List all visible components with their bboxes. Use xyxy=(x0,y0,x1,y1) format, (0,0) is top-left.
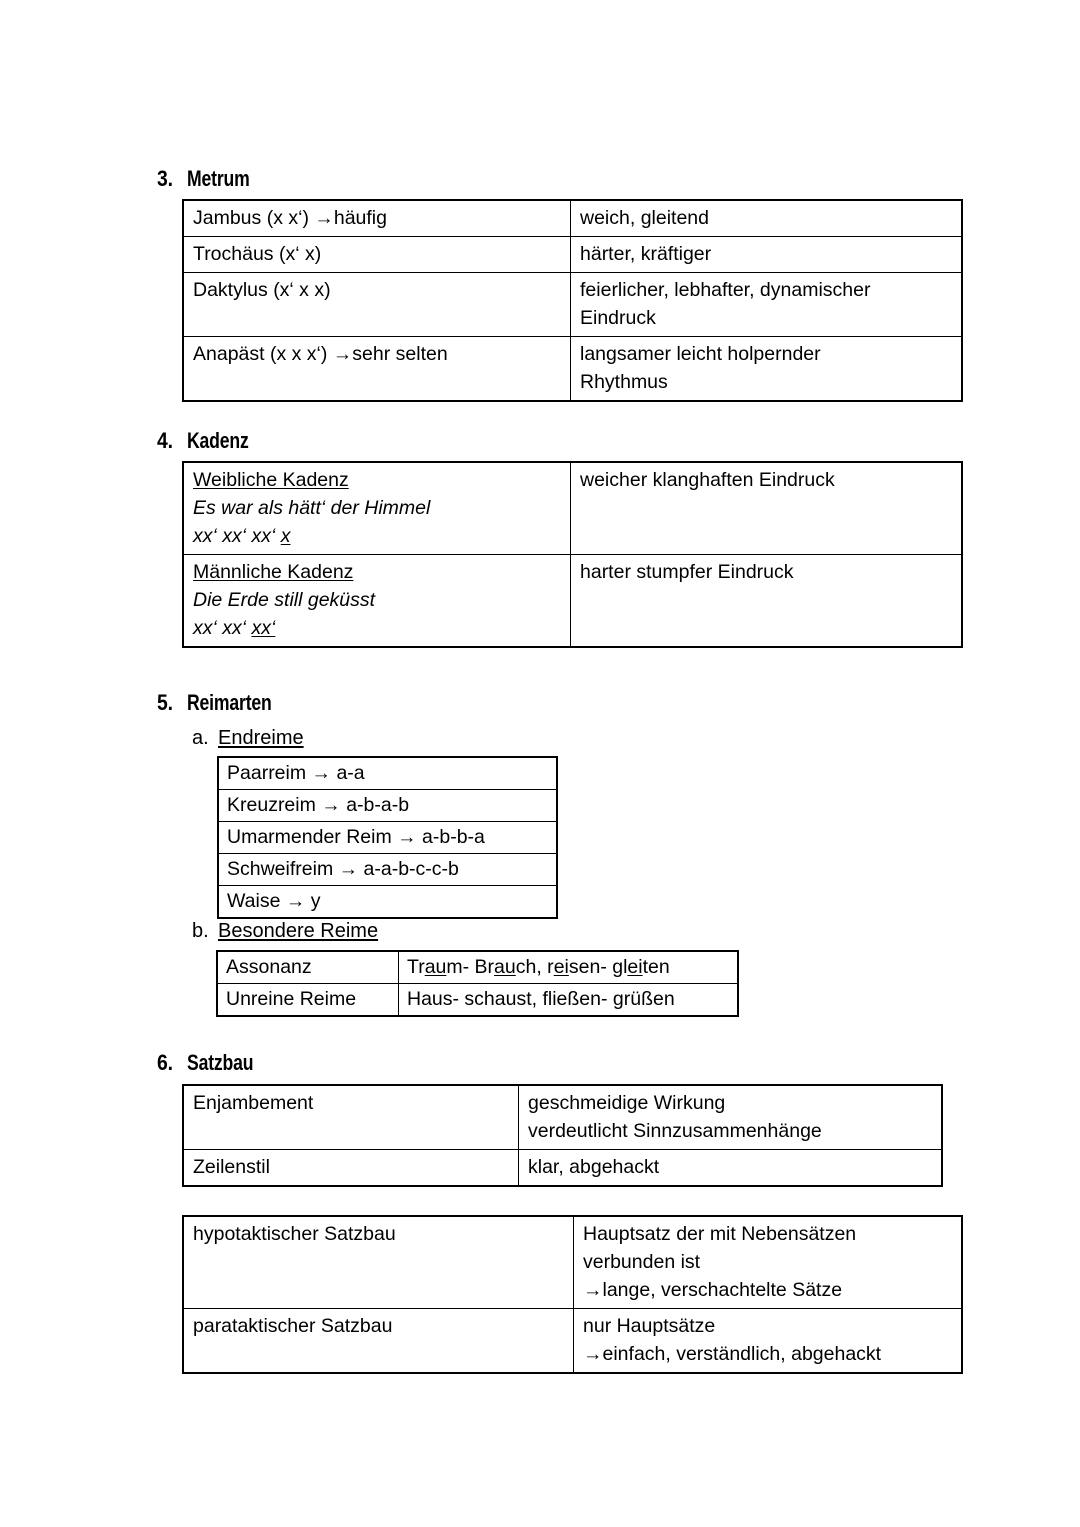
metrum-cell-left: Trochäus (x‘ x) xyxy=(184,237,571,273)
endreim-cell: Umarmender Reim → a-b-b-a xyxy=(219,822,557,854)
section-number: 3. xyxy=(157,166,173,191)
rhyme-text: sen- gl xyxy=(568,956,628,978)
endreim-cell: Paarreim → a-a xyxy=(219,758,557,790)
table-row xyxy=(219,758,557,790)
metrum-cell-left: Jambus (x x‘) →häufig xyxy=(184,201,571,237)
rhyme-text: Tr xyxy=(407,956,425,978)
table-row xyxy=(218,952,738,984)
subsection-letter: a. xyxy=(192,727,209,749)
kadenz-example: Die Erde still geküsst xyxy=(193,589,376,611)
satzbau-cell-right: geschmeidige Wirkung verdeutlicht Sinnzusammenhänge xyxy=(519,1086,942,1150)
table-row xyxy=(184,273,962,337)
metrum-cell-right: langsamer leicht holpernder Rhythmus xyxy=(571,337,962,401)
table-row xyxy=(184,1150,942,1186)
satzbau2-cell-right: nur Hauptsätze →einfach, verständlich, abgehackt xyxy=(574,1309,962,1373)
reim-example-text xyxy=(407,956,729,978)
subsection-letter: b. xyxy=(192,920,209,942)
table-row xyxy=(184,555,962,647)
reim-example-cell xyxy=(399,952,738,984)
subsection-label: Besondere Reime xyxy=(218,920,379,942)
rhyme-sound: ei xyxy=(627,956,643,978)
table-row xyxy=(184,1086,942,1150)
endreim-cell: Schweifreim → a-a-b-c-c-b xyxy=(219,854,557,886)
satzbau-cell-left: Enjambement xyxy=(184,1086,519,1150)
kadenz-pattern xyxy=(193,522,561,550)
satzbau2-cell-left: hypotaktischer Satzbau xyxy=(184,1217,574,1309)
reim-type-cell: Assonanz xyxy=(218,952,399,984)
rhyme-sound: ei xyxy=(553,956,569,978)
table-row xyxy=(184,463,962,555)
section-heading-metrum xyxy=(157,166,265,192)
table-row xyxy=(184,201,962,237)
kadenz-cell-right: weicher klanghaften Eindruck xyxy=(571,463,962,555)
table-row xyxy=(219,854,557,886)
reim-example-text xyxy=(407,988,729,1010)
section-number: 6. xyxy=(157,1050,173,1075)
endreim-cell: Waise → y xyxy=(219,886,557,918)
section-title: Metrum xyxy=(187,166,250,191)
rhyme-sound: au xyxy=(494,956,516,978)
kadenz-table xyxy=(183,462,962,647)
subsection-besondere-reime xyxy=(192,919,378,943)
section-heading-kadenz xyxy=(157,428,264,454)
rhyme-text: m- Br xyxy=(446,956,495,978)
satzbau2-cell-right: Hauptsatz der mit Nebensätzen verbunden ist →lange, verschachtelte Sätze xyxy=(574,1217,962,1309)
subsection-endreime xyxy=(192,726,304,750)
pattern-stressed: xx‘ xyxy=(251,617,276,639)
section-title: Reimarten xyxy=(187,690,272,715)
metrum-cell-right: härter, kräftiger xyxy=(571,237,962,273)
kadenz-cell-left xyxy=(184,463,571,555)
section-heading-satzbau xyxy=(157,1050,270,1076)
kadenz-term: Weibliche Kadenz xyxy=(193,469,349,491)
kadenz-cell-right: harter stumpfer Eindruck xyxy=(571,555,962,647)
endreime-table xyxy=(218,757,557,918)
table-row xyxy=(218,984,738,1016)
table-row xyxy=(219,822,557,854)
rhyme-text: ten xyxy=(642,956,670,978)
rhyme-text: ch, r xyxy=(515,956,554,978)
metrum-cell-left: Anapäst (x x x‘) →sehr selten xyxy=(184,337,571,401)
table-row xyxy=(219,790,557,822)
table-row xyxy=(184,1309,962,1373)
table-row xyxy=(184,237,962,273)
section-title: Satzbau xyxy=(187,1050,254,1075)
reim-example-cell xyxy=(399,984,738,1016)
subsection-label: Endreime xyxy=(218,727,304,749)
kadenz-cell-left xyxy=(184,555,571,647)
satzbau2-cell-left: parataktischer Satzbau xyxy=(184,1309,574,1373)
pattern-plain: xx‘ xx‘ xyxy=(193,617,252,639)
kadenz-term: Männliche Kadenz xyxy=(193,561,354,583)
kadenz-pattern xyxy=(193,614,561,642)
section-title: Kadenz xyxy=(187,428,249,453)
satzbau-hypotaxe-parataxe-table xyxy=(183,1216,962,1373)
satzbau-table xyxy=(183,1085,942,1186)
satzbau-cell-right: klar, abgehackt xyxy=(519,1150,942,1186)
metrum-table xyxy=(183,200,962,401)
section-number: 4. xyxy=(157,428,173,453)
reim-type-cell: Unreine Reime xyxy=(218,984,399,1016)
besondere-reime-table xyxy=(217,951,738,1016)
rhyme-text: Haus- schaust, fließen- grüßen xyxy=(407,988,675,1010)
pattern-stressed: x xyxy=(280,525,291,547)
section-number: 5. xyxy=(157,690,173,715)
kadenz-example: Es war als hätt‘ der Himmel xyxy=(193,497,431,519)
metrum-cell-right: feierlicher, lebhafter, dynamischer Eindruck xyxy=(571,273,962,337)
table-row xyxy=(184,1217,962,1309)
table-row xyxy=(219,886,557,918)
table-row xyxy=(184,337,962,401)
rhyme-sound: au xyxy=(424,956,447,978)
pattern-plain: xx‘ xx‘ xx‘ xyxy=(193,525,281,547)
endreim-cell: Kreuzreim → a-b-a-b xyxy=(219,790,557,822)
satzbau-cell-left: Zeilenstil xyxy=(184,1150,519,1186)
metrum-cell-left: Daktylus (x‘ x x) xyxy=(184,273,571,337)
metrum-cell-right: weich, gleitend xyxy=(571,201,962,237)
section-heading-reimarten xyxy=(157,690,293,716)
